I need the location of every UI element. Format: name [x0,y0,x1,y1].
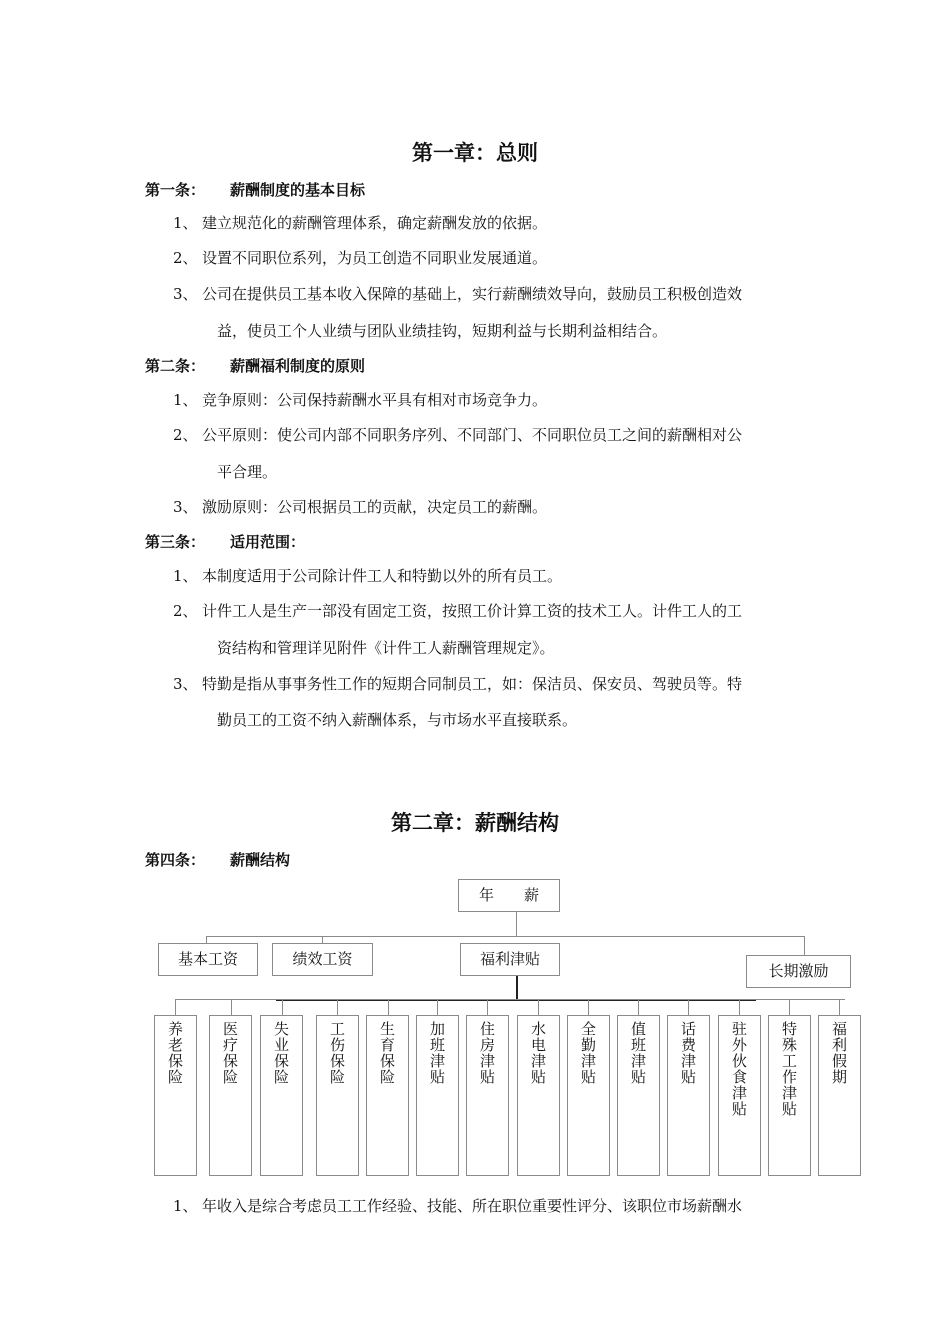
item-number: 2、 [173,249,198,267]
item-text: 本制度适用于公司除计件工人和特勤以外的所有员工。 [202,567,563,585]
connector-line [588,999,589,1015]
article-number: 第四条： [145,851,206,869]
chart-leaf-node: 工伤保险 [316,1015,359,1176]
connector-line [175,999,176,1015]
connector-line [839,999,840,1015]
chart-node-welfare-allowance: 福利津贴 [460,943,560,976]
item-number: 2、 [173,426,198,444]
article-2-heading [145,355,365,376]
article-title: 薪酬福利制度的原则 [230,357,366,375]
connector-line [388,999,389,1015]
chart-leaf-node: 特殊工作津贴 [768,1015,811,1176]
article-title: 薪酬制度的基本目标 [230,181,366,199]
item-number: 1、 [173,214,198,232]
item-text: 竞争原则：公司保持薪酬水平具有相对市场竞争力。 [202,391,548,409]
chapter-2-title: 第二章：薪酬结构 [391,810,559,835]
chart-root-node: 年 薪 [458,879,560,912]
item-number: 3、 [173,498,198,516]
chart-leaf-node: 值班津贴 [617,1015,660,1176]
list-item [173,496,547,517]
chart-leaf-node: 驻外伙食津贴 [718,1015,761,1176]
chart-leaf-node: 住房津贴 [466,1015,509,1176]
connector-line [337,999,338,1015]
connector-line [175,999,845,1000]
list-item [173,212,547,233]
article-title: 薪酬结构 [230,851,291,869]
chart-node-basic-salary: 基本工资 [158,943,258,976]
item-text: 公司在提供员工基本收入保障的基础上，实行薪酬绩效导向，鼓励员工积极创造效 [202,285,743,303]
chart-leaf-node: 水电津贴 [517,1015,560,1176]
item-text: 建立规范化的薪酬管理体系，确定薪酬发放的依据。 [202,214,548,232]
chart-leaf-node: 福利假期 [818,1015,861,1176]
article-3-heading [145,531,305,552]
item-number: 1、 [173,1197,198,1215]
connector-line [231,999,232,1015]
chapter-1-title: 第一章：总则 [412,140,538,165]
article-number: 第三条： [145,533,206,551]
connector-line [804,936,805,956]
connector-line [516,975,518,999]
connector-line [739,999,740,1015]
item-text: 设置不同职位系列，为员工创造不同职业发展通道。 [202,249,548,267]
connector-line [516,911,517,936]
item-text: 计件工人是生产一部没有固定工资，按照工价计算工资的技术工人。计件工人的工 [202,602,743,620]
item-number: 1、 [173,567,198,585]
item-number: 3、 [173,285,198,303]
chart-leaf-node: 话费津贴 [667,1015,710,1176]
item-continuation: 平合理。 [217,463,278,481]
list-item [173,565,562,586]
list-item [173,424,742,445]
chart-leaf-node: 养老保险 [154,1015,197,1176]
item-text: 激励原则：公司根据员工的贡献，决定员工的薪酬。 [202,498,548,516]
item-continuation: 资结构和管理详见附件《计件工人薪酬管理规定》。 [217,639,555,657]
chart-leaf-node: 加班津贴 [416,1015,459,1176]
connector-line [487,999,488,1015]
article-number: 第一条： [145,181,206,199]
chart-leaf-node: 全勤津贴 [567,1015,610,1176]
connector-line [282,999,283,1015]
item-number: 2、 [173,602,198,620]
list-item [173,673,742,694]
article-1-heading [145,179,365,200]
item-continuation: 益，使员工个人业绩与团队业绩挂钩，短期利益与长期利益相结合。 [217,322,668,340]
chart-leaf-node: 生育保险 [366,1015,409,1176]
list-item [173,389,547,410]
item-text: 公平原则：使公司内部不同职务序列、不同部门、不同职位员工之间的薪酬相对公 [202,426,743,444]
list-item [173,247,547,268]
connector-line [688,999,689,1015]
item-text: 特勤是指从事事务性工作的短期合同制员工，如：保洁员、保安员、驾驶员等。特 [202,675,743,693]
item-continuation: 勤员工的工资不纳入薪酬体系，与市场水平直接联系。 [217,711,578,729]
item-number: 1、 [173,391,198,409]
list-item [173,1195,742,1216]
connector-line [638,999,639,1015]
article-title: 适用范围： [230,533,306,551]
chart-node-performance-salary: 绩效工资 [272,943,373,976]
article-4-heading [145,849,290,870]
connector-line [789,999,790,1015]
chart-leaf-node: 失业保险 [260,1015,303,1176]
connector-line [538,999,539,1015]
chart-node-long-term-incentive: 长期激励 [746,955,851,988]
list-item [173,600,742,621]
list-item [173,283,742,304]
item-text: 年收入是综合考虑员工工作经验、技能、所在职位重要性评分、该职位市场薪酬水 [202,1197,743,1215]
connector-line [437,999,438,1015]
item-number: 3、 [173,675,198,693]
article-number: 第二条： [145,357,206,375]
chart-leaf-node: 医疗保险 [209,1015,252,1176]
connector-line [206,936,804,937]
